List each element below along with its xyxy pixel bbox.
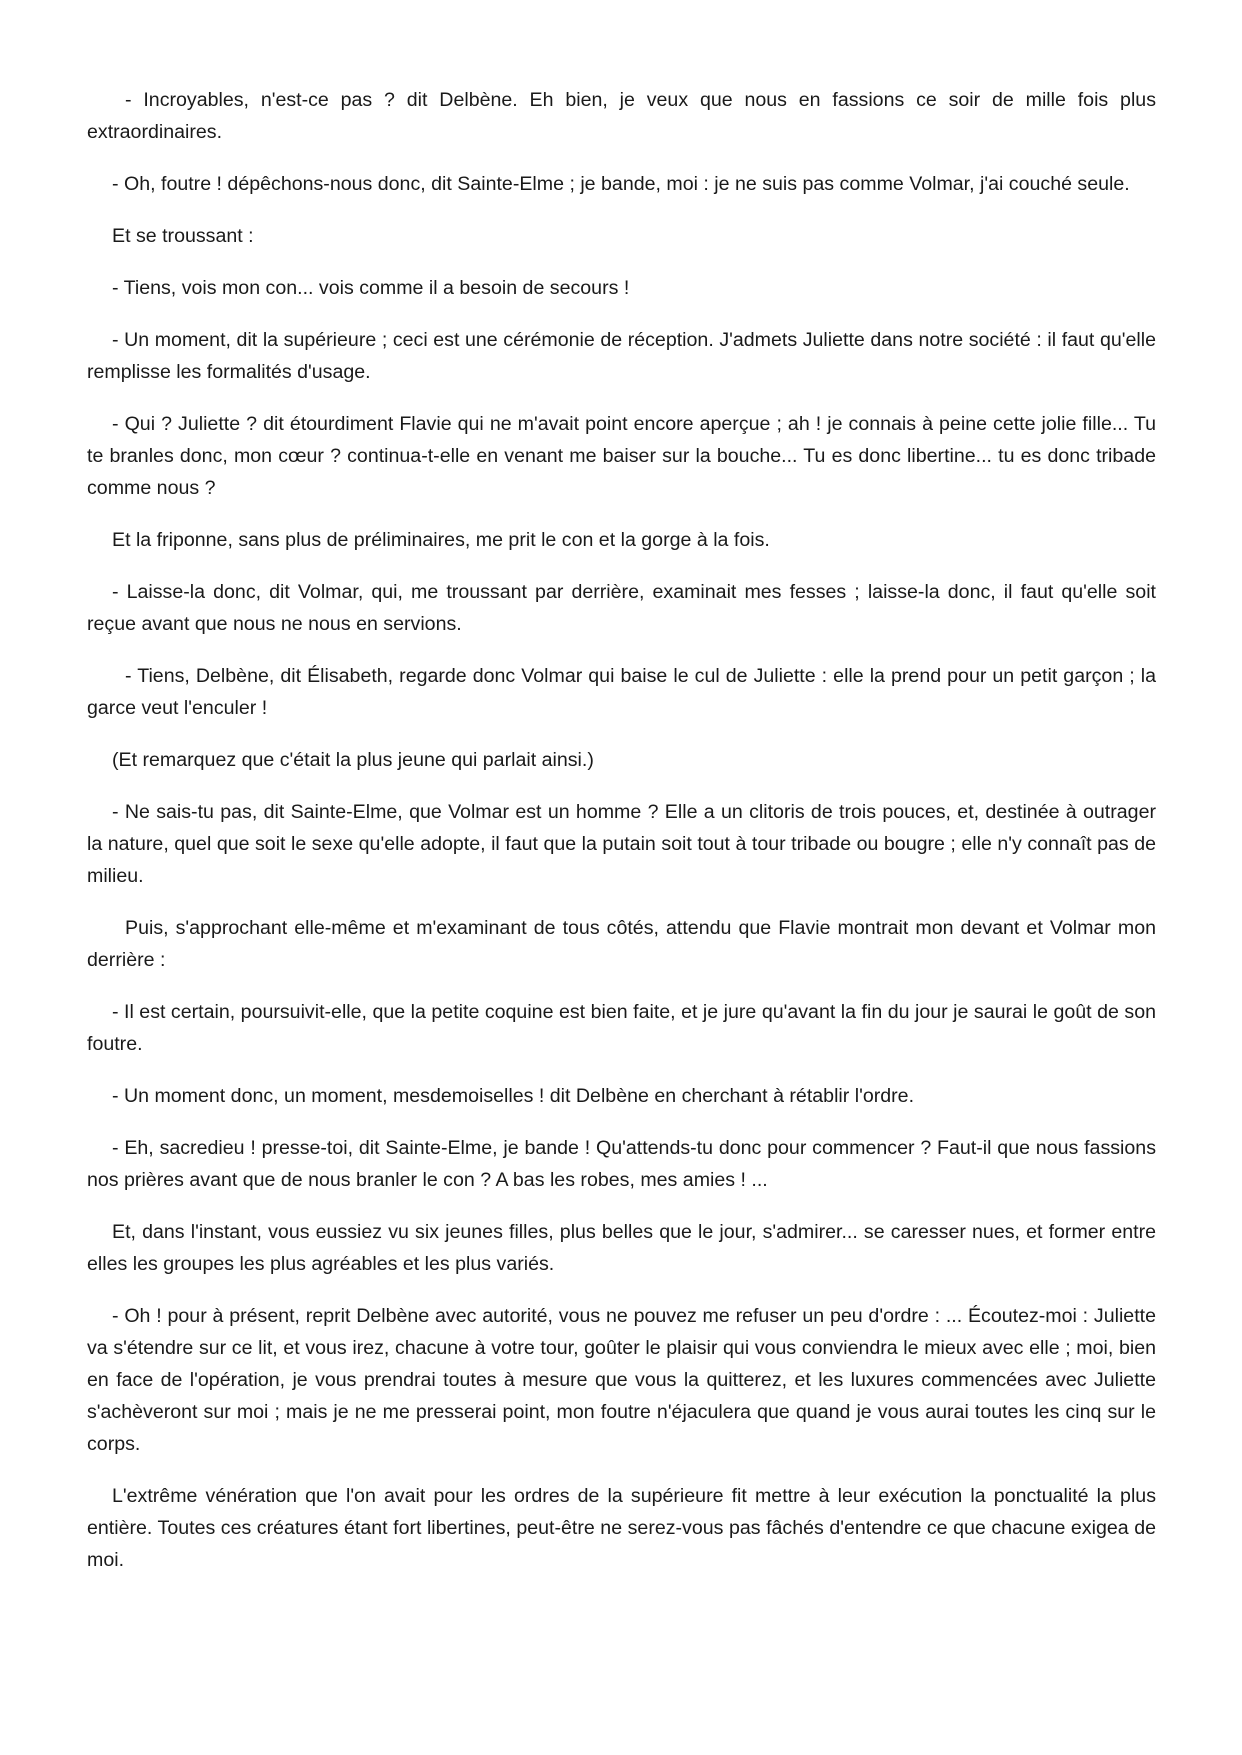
paragraph: - Oh, foutre ! dépêchons-nous donc, dit Sainte-Elme ; je bande, moi : je ne suis pas comme Volmar, j'ai couché seule. [112, 173, 1130, 195]
paragraph: - Eh, sacredieu ! presse-toi, dit Sainte-Elme, je bande ! Qu'attends-tu donc pour commencer ? Faut-il que nous fassions nos prières avant que de nous branler le con ? A bas les robes, mes amies ! ... [87, 1137, 1156, 1191]
paragraph: - Laisse-la donc, dit Volmar, qui, me troussant par derrière, examinait mes fesses ; laisse-la donc, il faut qu'elle soit reçue avant que nous ne nous en servions. [87, 581, 1156, 635]
paragraph: Et, dans l'instant, vous eussiez vu six jeunes filles, plus belles que le jour, s'admirer... se caresser nues, et former entre elles les groupes les plus agréables et les plus variés. [87, 1221, 1156, 1275]
paragraph: Et la friponne, sans plus de préliminaires, me prit le con et la gorge à la fois. [112, 529, 770, 551]
paragraph: - Tiens, vois mon con... vois comme il a besoin de secours ! [112, 277, 630, 299]
paragraph: L'extrême vénération que l'on avait pour les ordres de la supérieure fit mettre à leur exécution la ponctualité la plus entière. Toutes ces créatures étant fort libertines, peut-être ne serez-vous pas fâchés d'entendre ce que chacune exigea de moi. [87, 1485, 1156, 1571]
paragraph: - Qui ? Juliette ? dit étourdiment Flavie qui ne m'avait point encore aperçue ; ah ! je connais à peine cette jolie fille... Tu te branles donc, mon cœur ? continua-t-elle en venant me baiser sur la bouche... Tu es donc libertine... tu es donc tribade comme nous ? [87, 413, 1156, 499]
paragraph: Et se troussant : [112, 225, 254, 247]
paragraph: - Oh ! pour à présent, reprit Delbène avec autorité, vous ne pouvez me refuser un peu d'ordre : ... Écoutez-moi : Juliette va s'étendre sur ce lit, et vous irez, chacune à votre tour, goûter le plaisir qui vous conviendra le mieux avec elle ; moi, bien en face de l'opération, je vous prendrai toutes à mesure que vous la quitterez, et les luxures commencées avec Juliette s'achèveront sur moi ; mais je ne me presserai point, mon foutre n'éjaculera que quand je vous aurai toutes les cinq sur le corps. [87, 1305, 1156, 1455]
document-page [87, 84, 1156, 1596]
paragraph: (Et remarquez que c'était la plus jeune qui parlait ainsi.) [112, 749, 594, 771]
paragraph: - Un moment, dit la supérieure ; ceci est une cérémonie de réception. J'admets Juliette dans notre société : il faut qu'elle remplisse les formalités d'usage. [87, 329, 1156, 383]
paragraph: - Tiens, Delbène, dit Élisabeth, regarde donc Volmar qui baise le cul de Juliette : elle la prend pour un petit garçon ; la garce veut l'enculer ! [87, 665, 1156, 719]
paragraph: - Il est certain, poursuivit-elle, que la petite coquine est bien faite, et je jure qu'avant la fin du jour je saurai le goût de son foutre. [87, 1001, 1156, 1055]
paragraph: - Un moment donc, un moment, mesdemoiselles ! dit Delbène en cherchant à rétablir l'ordre. [112, 1085, 915, 1107]
paragraph: Puis, s'approchant elle-même et m'examinant de tous côtés, attendu que Flavie montrait mon devant et Volmar mon derrière : [87, 917, 1156, 971]
paragraph: - Incroyables, n'est-ce pas ? dit Delbène. Eh bien, je veux que nous en fassions ce soir de mille fois plus extraordinaires. [87, 89, 1156, 143]
paragraph: - Ne sais-tu pas, dit Sainte-Elme, que Volmar est un homme ? Elle a un clitoris de trois pouces, et, destinée à outrager la nature, quel que soit le sexe qu'elle adopte, il faut que la putain soit tout à tour tribade ou bougre ; elle n'y connaît pas de milieu. [87, 801, 1156, 887]
